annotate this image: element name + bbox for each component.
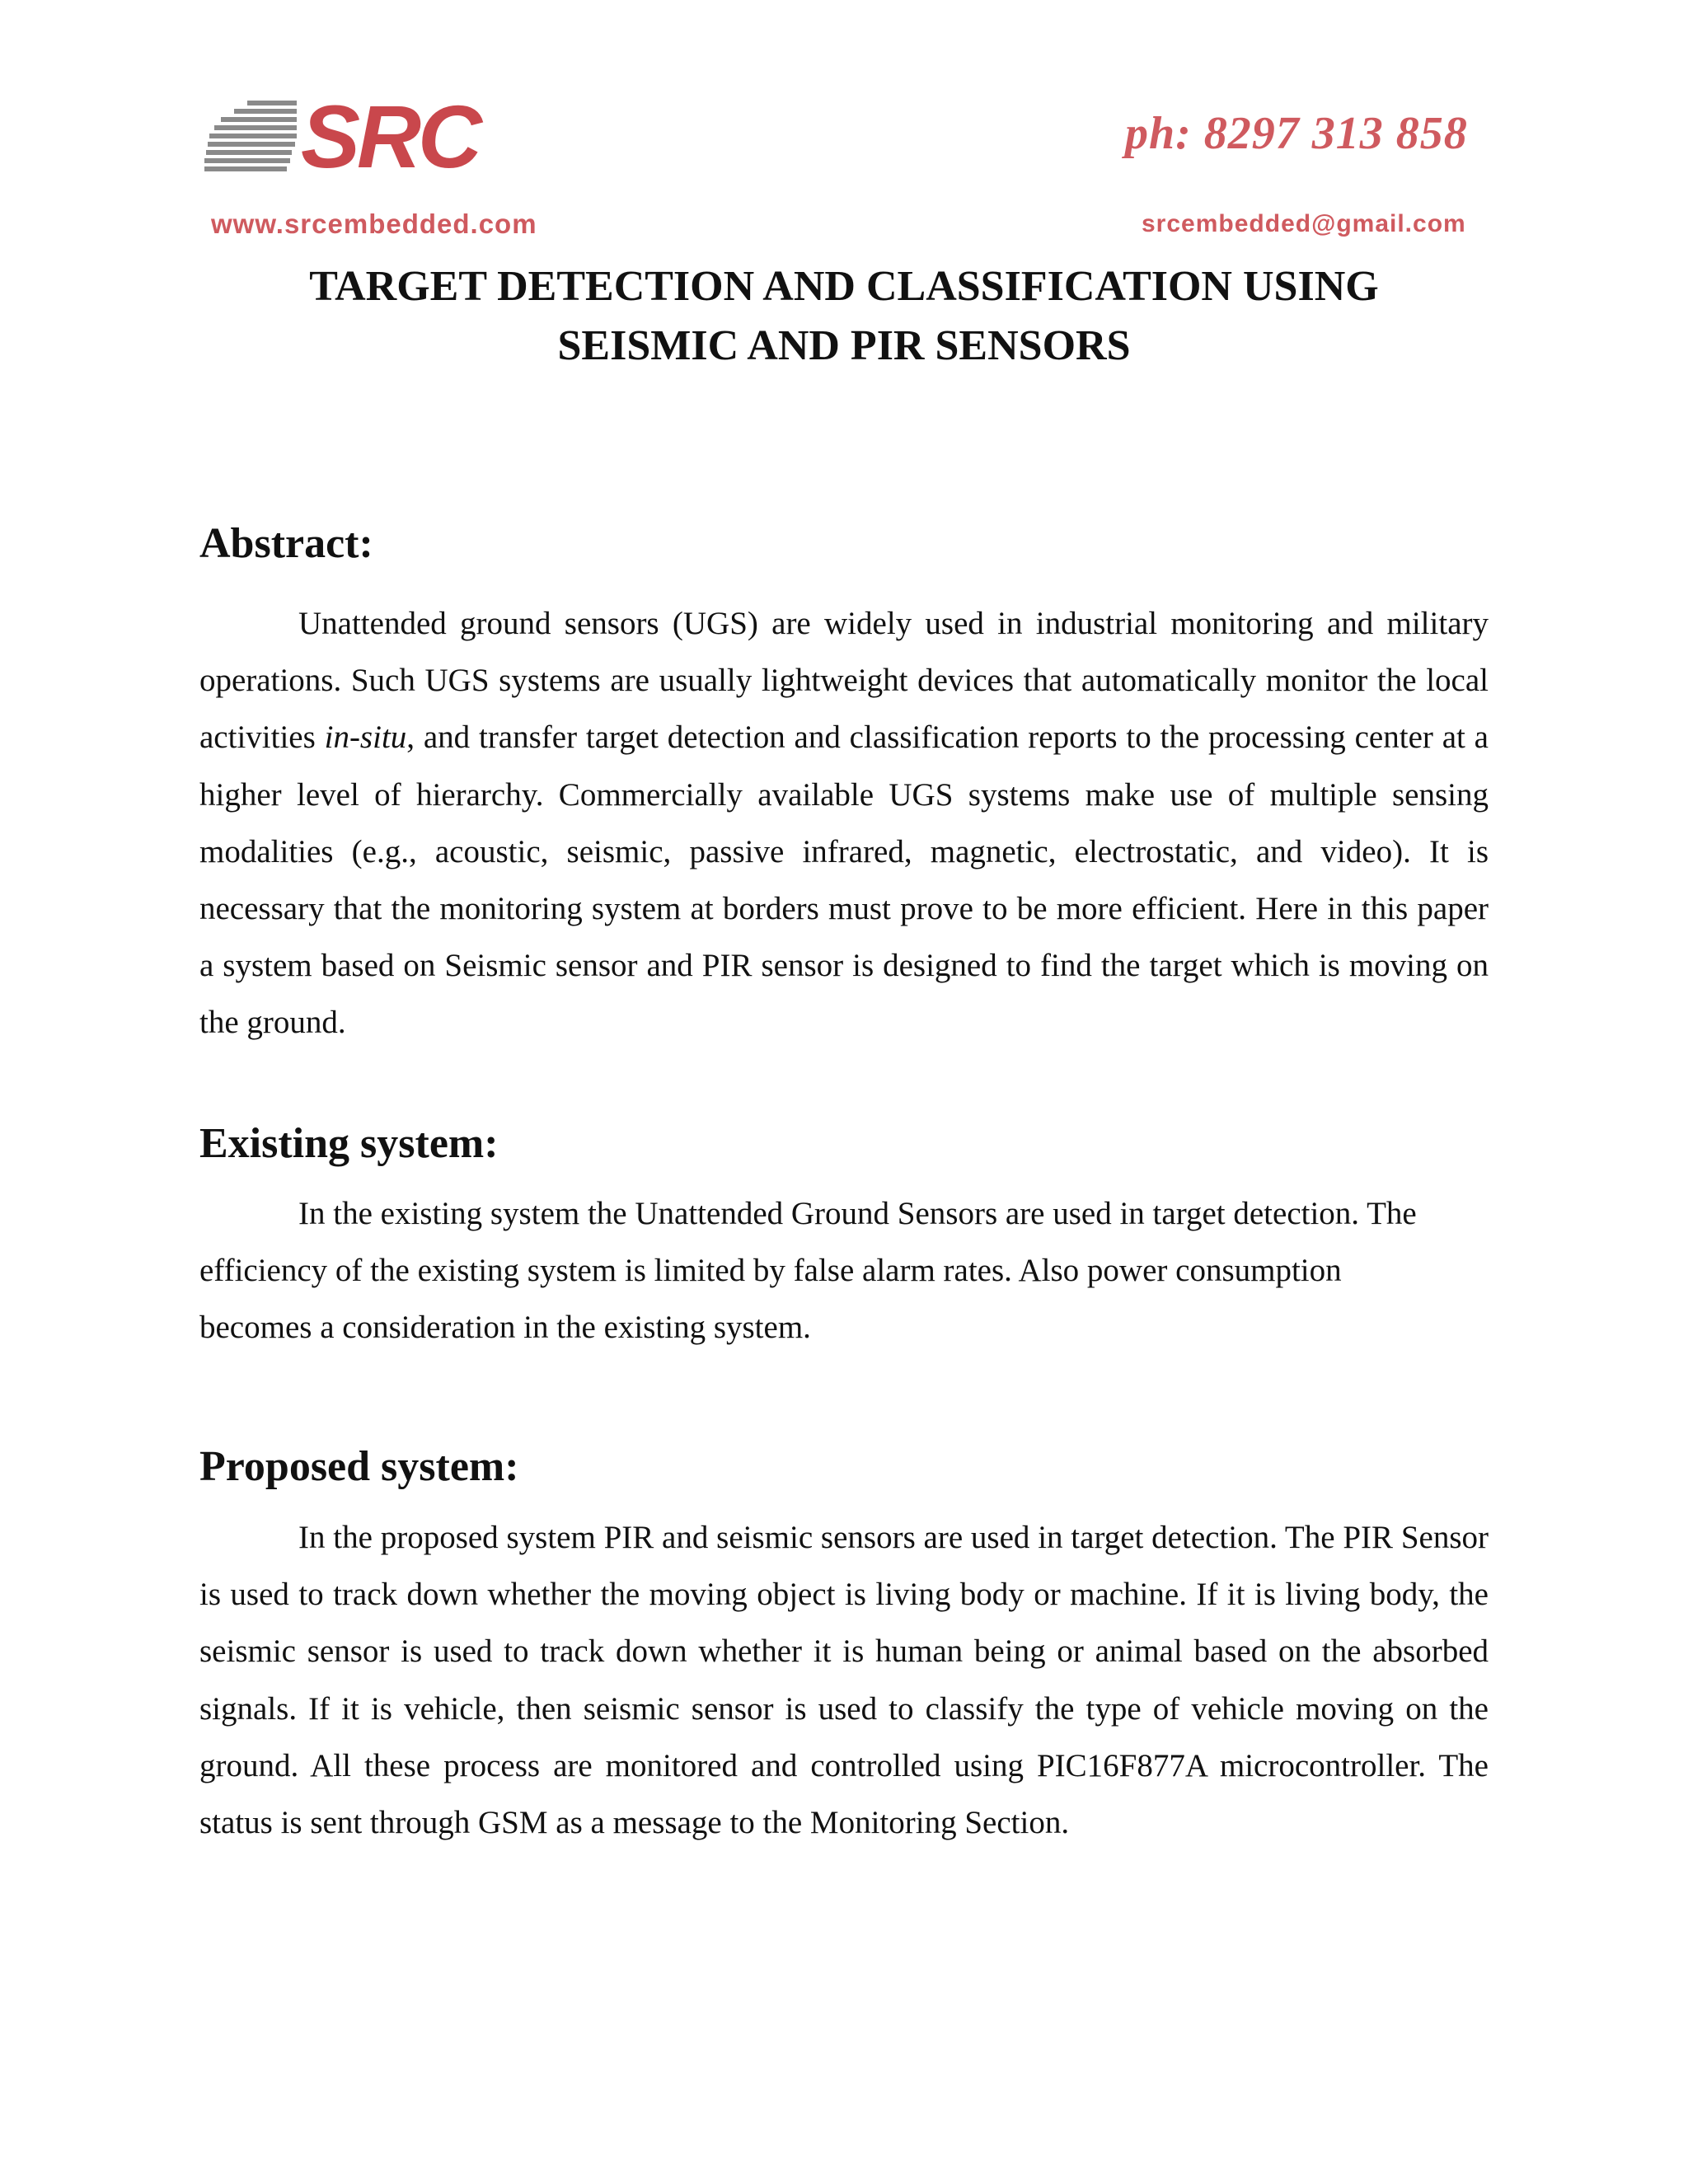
existing-system-paragraph — [199, 1185, 1436, 1357]
logo-stripe — [221, 117, 297, 122]
logo-wordmark: SRC — [301, 87, 480, 186]
existing-system-heading: Existing system: — [199, 1120, 499, 1167]
existing-line-3: becomes a consideration in the existing system. — [199, 1310, 811, 1346]
document-title-line-2: SEISMIC AND PIR SENSORS — [557, 322, 1131, 369]
existing-line-1: In the existing system the Unattended Ground Sensors are used in target detection. The — [298, 1196, 1417, 1231]
email-link[interactable]: srcembedded@gmail.com — [1142, 210, 1466, 237]
website-link[interactable]: www.srcembedded.com — [211, 209, 537, 239]
logo-stripe — [204, 158, 290, 163]
proposed-system-paragraph: In the proposed system PIR and seismic sensors are used in target detection. The PIR Sensor is used to track down whether the moving object is living body or machine. If it is living body, the seismic sensor is used to track down whether it is human being or animal based on the absorbed signals. If it is vehicle, then seismic sensor is used to classify the type of vehicle moving on the ground. All these process are monitored and controlled using PIC16F877A microcontroller. The status is sent through GSM as a message to the Monitoring Section. — [199, 1520, 1489, 1841]
logo-stripe — [206, 150, 292, 155]
logo-stripe — [209, 134, 297, 138]
proposed-system-heading: Proposed system: — [199, 1443, 519, 1490]
document-title-line-1: TARGET DETECTION AND CLASSIFICATION USING — [309, 263, 1379, 310]
logo-stripe — [247, 101, 297, 105]
logo-stripe — [234, 109, 297, 114]
abstract-heading: Abstract: — [199, 520, 373, 567]
logo-stripe — [204, 166, 287, 171]
abstract-italic-term: in-situ — [324, 719, 407, 756]
phone-number: ph: 8297 313 858 — [1125, 108, 1468, 159]
abstract-text-1: Unattended ground sensors (UGS) are widely used in industrial monitoring and military operations. Such UGS systems are usually lightweight devices that automatically monitor the local activities — [199, 606, 1489, 756]
existing-line-2: efficiency of the existing system is limited by false alarm rates. Also power consumption — [199, 1253, 1342, 1289]
logo-stripe — [214, 125, 297, 130]
abstract-text-2: , and transfer target detection and classification reports to the processing center at a higher level of hierarchy. Commercially available UGS systems make use of multiple sensing modalities (e.g., acoustic, seismic, passive infrared, magnetic, electrostatic, and video). It is necessary that the monitoring system at borders must prove to be more efficient. Here in this paper a system based on Seismic sensor and PIR sensor is designed to find the target which is moving on the ground. — [199, 719, 1489, 1041]
abstract-paragraph — [199, 595, 1489, 1052]
logo-stripe — [208, 142, 295, 147]
